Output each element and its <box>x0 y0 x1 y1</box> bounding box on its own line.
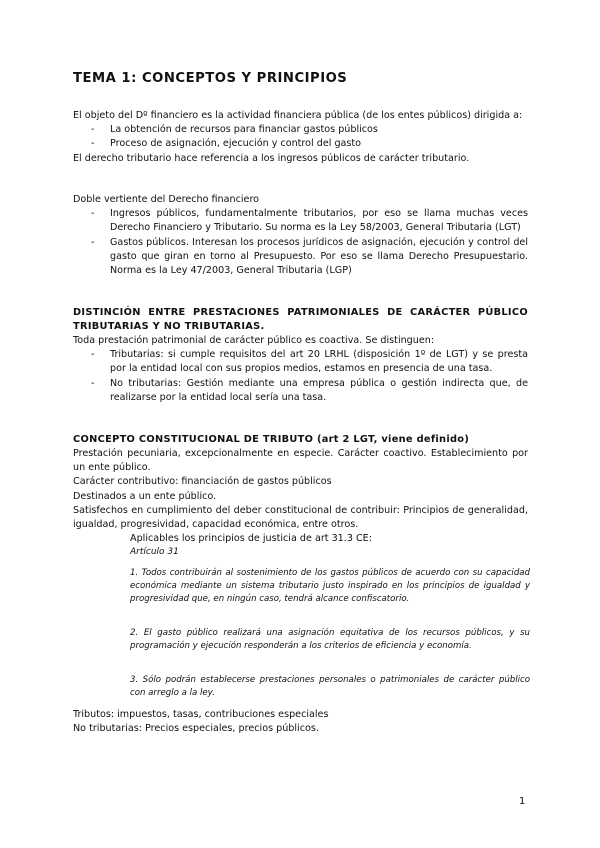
list-item: - Tributarias: si cumple requisitos del art 20 LRHL (disposición 1º de LGT) y se presta por la entidad local con sus propios medios, estamos en presencia de una tasa. <box>91 349 528 375</box>
quote-3: 3. Sólo podrán establecerse prestaciones personales o patrimoniales de carácter público con arreglo a la ley. <box>130 675 530 698</box>
list-item: - Proceso de asignación, ejecución y control del gasto <box>91 138 362 150</box>
concepto-p1: Prestación pecuniaria, excepcionalmente en especie. Carácter coactivo. Establecimiento por un ente público. <box>73 448 528 474</box>
list-item: - No tributarias: Gestión mediante una empresa pública o gestión indirecta que, de realizarse por la entidad local sería una tasa. <box>91 377 528 403</box>
intro-closing: El derecho tributario hace referencia a los ingresos públicos de carácter tributario. <box>73 152 470 164</box>
tributos-line: Tributos: impuestos, tasas, contribuciones especiales <box>73 709 329 720</box>
vertiente-heading: Doble vertiente del Derecho financiero <box>73 194 260 205</box>
distincion-section <box>73 334 528 405</box>
vertiente-list <box>73 207 528 278</box>
page-title: TEMA 1: CONCEPTOS Y PRINCIPIOS <box>73 71 348 86</box>
quote-1: 1. Todos contribuirán al sostenimiento de los gastos públicos de acuerdo con su capacidad económica mediante un sistema tributario justo inspirado en los principios de igualdad y progresividad que, en ningún caso, tendrá alcance confiscatorio. <box>130 568 530 604</box>
vertiente-section <box>73 193 528 278</box>
list-item: - Gastos públicos. Interesan los procesos jurídicos de asignación, ejecución y control del gasto que giran en torno al Presupuesto. Por eso se llama Derecho Presupuestario. Norma es la Ley 47/2003, General Tributaria (LGP) <box>91 236 528 277</box>
no-tributarias-line: No tributarias: Precios especiales, precios públicos. <box>73 723 319 735</box>
concepto-p4: Satisfechos en cumplimiento del deber constitucional de contribuir: Principios de generalidad, igualdad, progresividad, capacidad económica, entre otros. <box>73 504 528 531</box>
distincion-list <box>73 348 528 405</box>
intro-section <box>73 109 528 166</box>
list-item: - Ingresos públicos, fundamentalmente tributarios, por eso se llama muchas veces Derecho Financiero y Tributario. Su norma es la Ley 58/2003, General Tributaria (LGT) <box>91 208 528 234</box>
summary-section <box>73 708 528 736</box>
quote-2: 2. El gasto público realizará una asignación equitativa de los recursos públicos, y su programación y ejecución responderán a los criterios de eficiencia y economía. <box>130 628 530 651</box>
concepto-p3: Destinados a un ente público. <box>73 490 217 502</box>
intro-text: El objeto del Dº financiero es la actividad financiera pública (de los entes públicos) dirigida a: <box>73 110 523 121</box>
articulo-label: Artículo 31 <box>130 547 179 557</box>
aplicables-text: Aplicables los principios de justicia de art 31.3 CE: <box>130 533 372 544</box>
page-number: 1 <box>519 796 526 807</box>
concepto-heading: CONCEPTO CONSTITUCIONAL DE TRIBUTO (art 2 LGT, viene definido) <box>73 434 470 445</box>
distincion-text: Toda prestación patrimonial de carácter público es coactiva. Se distinguen: <box>73 335 435 346</box>
concepto-p2: Carácter contributivo: financiación de gastos públicos <box>73 476 332 488</box>
intro-list <box>73 123 528 151</box>
distincion-heading: DISTINCIÓN ENTRE PRESTACIONES PATRIMONIALES DE CARÁCTER PÚBLICO TRIBUTARIAS Y NO TRIBUTARIAS. <box>73 307 528 333</box>
list-item: - La obtención de recursos para financiar gastos públicos <box>91 124 378 136</box>
concepto-section <box>73 447 528 532</box>
